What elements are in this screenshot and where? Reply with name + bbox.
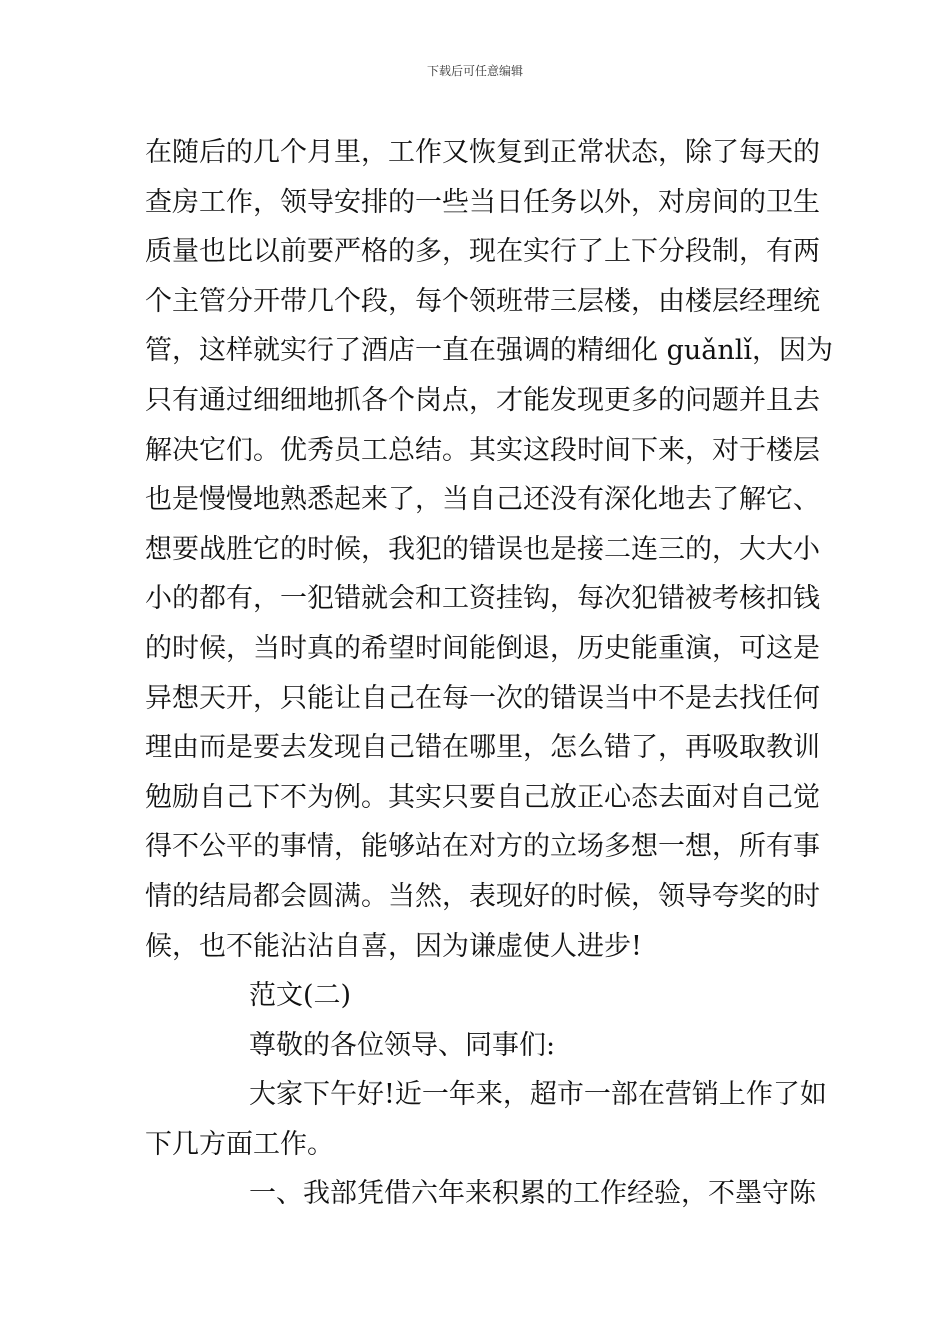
text-line: 勉励自己下不为例。其实只要自己放正心态去面对自己觉: [145, 781, 820, 813]
text-line: 的时候，当时真的希望时间能倒退，历史能重演，可这是: [145, 632, 820, 664]
text-line: 解决它们。优秀员工总结。其实这段时间下来，对于楼层: [145, 434, 820, 466]
document-body: [145, 128, 834, 1219]
text-line: 一、我部凭借六年来积累的工作经验，不墨守陈: [249, 1178, 816, 1210]
text-line: 异想天开，只能让自己在每一次的错误当中不是去找任何: [145, 682, 820, 714]
text-line: 个主管分开带几个段，每个领班带三层楼，由楼层经理统: [145, 285, 820, 317]
text-line: 理由而是要去发现自己错在哪里，怎么错了，再吸取教训: [145, 732, 820, 764]
section-heading: 范文(二): [249, 980, 352, 1012]
text-line: 想要战胜它的时候，我犯的错误也是接二连三的，大大小: [145, 533, 820, 565]
text-line: 小的都有，一犯错就会和工资挂钩，每次犯错被考核扣钱: [145, 583, 820, 615]
text-line: 查房工作，领导安排的一些当日任务以外，对房间的卫生: [145, 186, 820, 218]
page-header: 下载后可任意编辑: [426, 64, 523, 78]
text-line: 只有通过细细地抓各个岗点，才能发现更多的问题并且去: [145, 384, 820, 416]
text-line: 管，这样就实行了酒店一直在强调的精细化 guǎnlǐ，因为: [145, 335, 834, 367]
salutation: 尊敬的各位领导、同事们:: [249, 1029, 556, 1061]
text-line: 情的结局都会圆满。当然，表现好的时候，领导夸奖的时: [145, 880, 820, 912]
text-line: 候，也不能沾沾自喜，因为谦虚使人进步!: [145, 930, 642, 962]
text-line: 质量也比以前要严格的多，现在实行了上下分段制，有两: [145, 236, 820, 268]
text-line: 得不公平的事情，能够站在对方的立场多想一想，所有事: [145, 831, 820, 863]
text-line: 下几方面工作。: [145, 1128, 334, 1160]
text-line: 大家下午好!近一年来，超市一部在营销上作了如: [249, 1079, 827, 1111]
text-line: 也是慢慢地熟悉起来了，当自己还没有深化地去了解它、: [145, 484, 820, 516]
text-line: 在随后的几个月里，工作又恢复到正常状态，除了每天的: [145, 137, 820, 168]
